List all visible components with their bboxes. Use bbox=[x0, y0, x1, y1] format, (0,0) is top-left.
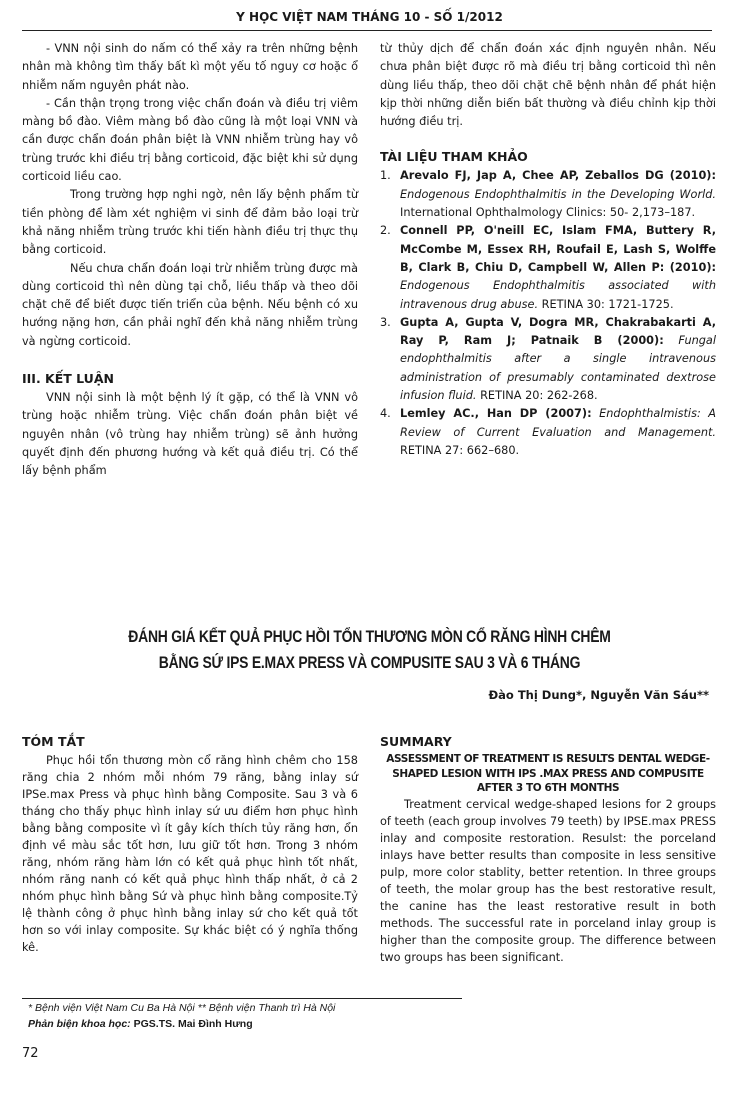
footnote-rule bbox=[22, 998, 462, 999]
reference-item bbox=[380, 314, 716, 405]
article-title-line2: BẰNG SỨ IPS E.MAX PRESS VÀ COMPUSITE SAU 3 VÀ 6 THÁNG bbox=[158, 653, 581, 672]
abstract-heading: TÓM TẮT bbox=[22, 734, 85, 749]
header-rule bbox=[22, 30, 712, 31]
reference-list bbox=[380, 167, 716, 460]
reviewer-name: PGS.TS. Mai Đình Hưng bbox=[133, 1018, 253, 1030]
reference-text bbox=[400, 405, 716, 460]
left-column-top bbox=[22, 40, 358, 481]
article-title-line1: ĐÁNH GIÁ KẾT QUẢ PHỤC HỒI TỔN THƯƠNG MÒN CỔ RĂNG HÌNH CHÊM bbox=[128, 627, 611, 646]
reference-authors: Lemley AC., Han DP (2007): bbox=[400, 407, 592, 421]
summary-column bbox=[380, 732, 716, 966]
summary-heading: SUMMARY bbox=[380, 734, 452, 749]
reference-item bbox=[380, 405, 716, 460]
reference-text bbox=[400, 167, 716, 222]
reference-text bbox=[400, 222, 716, 313]
reference-title: Endogenous Endophthalmitis associated with intravenous drug abuse. bbox=[400, 279, 716, 311]
paragraph: Nếu chưa chẩn đoán loại trừ nhiễm trùng được mà dùng corticoid thì nên dùng tại chỗ, liều thấp và theo dõi chặt chẽ để biết được tiến triển của bệnh. Nếu bệnh có xu hướng nặng hơn, cần phải nghĩ đến khả năng nhiễm trùng và ngừng corticoid. bbox=[22, 261, 358, 348]
reference-number: 1. bbox=[380, 169, 391, 183]
paragraph: Trong trường hợp nghi ngờ, nên lấy bệnh phẩm từ tiền phòng để làm xét nghiệm vi sinh để đảm bảo loại trừ khả năng nhiễm trùng trước khi tiến hành điều trị thực thụ bằng corticoid. bbox=[22, 188, 358, 257]
reference-source: RETINA 27: 662–680. bbox=[400, 443, 520, 457]
reference-text bbox=[400, 314, 716, 405]
reference-number: 4. bbox=[380, 407, 391, 421]
paragraph: VNN nội sinh là một bệnh lý ít gặp, có thể là VNN vô trùng hoặc nhiễm trùng. Việc chẩn đoán phân biệt về nguyên nhân (vô trùng hay nhiễm trùng) sẽ ảnh hưởng quyết định đến phương hướng và kết quả điều trị. Có thể lấy bệnh phẩm bbox=[22, 391, 358, 478]
abstract-column bbox=[22, 732, 358, 956]
page-number: 72 bbox=[22, 1046, 39, 1061]
running-header: Y HỌC VIỆT NAM THÁNG 10 - SỐ 1/2012 bbox=[236, 10, 503, 24]
reference-source: International Ophthalmology Clinics: 50- 2,173–187. bbox=[400, 206, 696, 220]
summary-title: ASSESSMENT OF TREATMENT IS RESULTS DENTAL WEDGE-SHAPED LESION WITH IPS .MAX PRESS AND COMPUSITE AFTER 3 TO 6TH MONTHS bbox=[386, 753, 710, 794]
authors: Đào Thị Dung*, Nguyễn Văn Sáu** bbox=[488, 688, 709, 702]
abstract-text: Phục hồi tổn thương mòn cổ răng hình chêm cho 158 răng chia 2 nhóm mỗi nhóm 79 răng, bằng inlay sứ IPSe.max Press và phục hình bằng Composite. Sau 3 và 6 tháng cho thấy phục hình inlay sứ ưu điểm hơn phục hình bằng bằng composite vì ít gây kích thích tủy răng hơn, ổn định về màu sắc tốt hơn, lưu giữ tốt hơn. Trong 3 nhóm răng, nhóm răng hàm lớn có kết quả phục hình tốt nhất, nhóm răng nanh có kết quả phục hình thấp nhất, ở cả 2 nhóm phục hình bằng Sứ và phục hình bằng composite.Tỷ lệ thành công ở phục hình bằng inlay sứ cho kết quả tốt hơn so với inlay composite. Sự khác biệt có ý nghĩa thống kê. bbox=[22, 754, 358, 954]
reference-authors: Connell PP, O'neill EC, Islam FMA, Buttery R, McCombe M, Essex RH, Roufail E, Lash S, Wolffe B, Clark B, Chiu D, Campbell W, Allen P: (2010): bbox=[400, 224, 716, 274]
paragraph: - VNN nội sinh do nấm có thể xảy ra trên những bệnh nhân mà không tìm thấy bất kì một yếu tố nguy cơ hoặc ổ nhiễm nấm nguyên phát nào. bbox=[22, 42, 358, 92]
right-column-top bbox=[380, 40, 716, 460]
paragraph: từ thủy dịch để chẩn đoán xác định nguyên nhân. Nếu chưa phân biệt được rõ mà điều trị bằng corticoid thì nên dùng liều thấp, theo dõi chặt chẽ bệnh nhân để phát hiện kịp thời những diễn biến bất thường và điều chỉnh kịp thời hướng điều trị. bbox=[380, 42, 716, 129]
section-heading: III. KẾT LUẬN bbox=[22, 371, 114, 387]
reference-title: Endophthalmistis: A Review of Current Evaluation and Management. bbox=[400, 407, 716, 439]
paragraph: - Cần thận trọng trong việc chẩn đoán và điều trị viêm màng bồ đào. Viêm màng bồ đào cũng là một loại VNN và cần được chẩn đoán phân biệt là VNN nhiễm trùng hay vô trùng trước khi điều trị bằng corticoid, đặc biệt khi sử dụng corticoid liều cao. bbox=[22, 96, 358, 184]
reference-source: RETINA 30: 1721-1725. bbox=[541, 297, 674, 311]
reference-title: Endogenous Endophthalmitis in the Developing World. bbox=[400, 187, 716, 201]
reference-item bbox=[380, 222, 716, 313]
reviewer-footnote bbox=[28, 1018, 253, 1030]
references-heading: TÀI LIỆU THAM KHẢO bbox=[380, 149, 528, 165]
reference-item bbox=[380, 167, 716, 222]
affiliations-footnote: * Bệnh viện Việt Nam Cu Ba Hà Nội ** Bệnh viện Thanh trì Hà Nội bbox=[28, 1002, 336, 1014]
reference-number: 2. bbox=[380, 224, 391, 238]
summary-text: Treatment cervical wedge-shaped lesions for 2 groups of teeth (each group involves 79 teeth) by IPSE.max PRESS inlay and composite restoration. Resulst: the porceland inlays have better results than composite in less sensitive pulp, more color stablity, better retention. In three groups of teeth, the molar group has the best restorative result, the canine has the least restorative result in both methods. The successful rate in porceland inlay group is higher than the composite group. The difference between two groups has been significant. bbox=[380, 797, 716, 964]
reference-authors: Arevalo FJ, Jap A, Chee AP, Zeballos DG (2010): bbox=[400, 169, 716, 183]
reviewer-label: Phản biện khoa học: bbox=[28, 1018, 131, 1030]
reference-source: RETINA 20: 262-268. bbox=[480, 389, 598, 403]
reference-number: 3. bbox=[380, 315, 391, 329]
reference-authors: Gupta A, Gupta V, Dogra MR, Chakrabakarti A, Ray P, Ram J; Patnaik B (2000): bbox=[400, 315, 716, 348]
reference-title: Fungal endophthalmitis after a single intravenous administration of presumably contaminated dextrose infusion fluid. bbox=[400, 334, 716, 403]
